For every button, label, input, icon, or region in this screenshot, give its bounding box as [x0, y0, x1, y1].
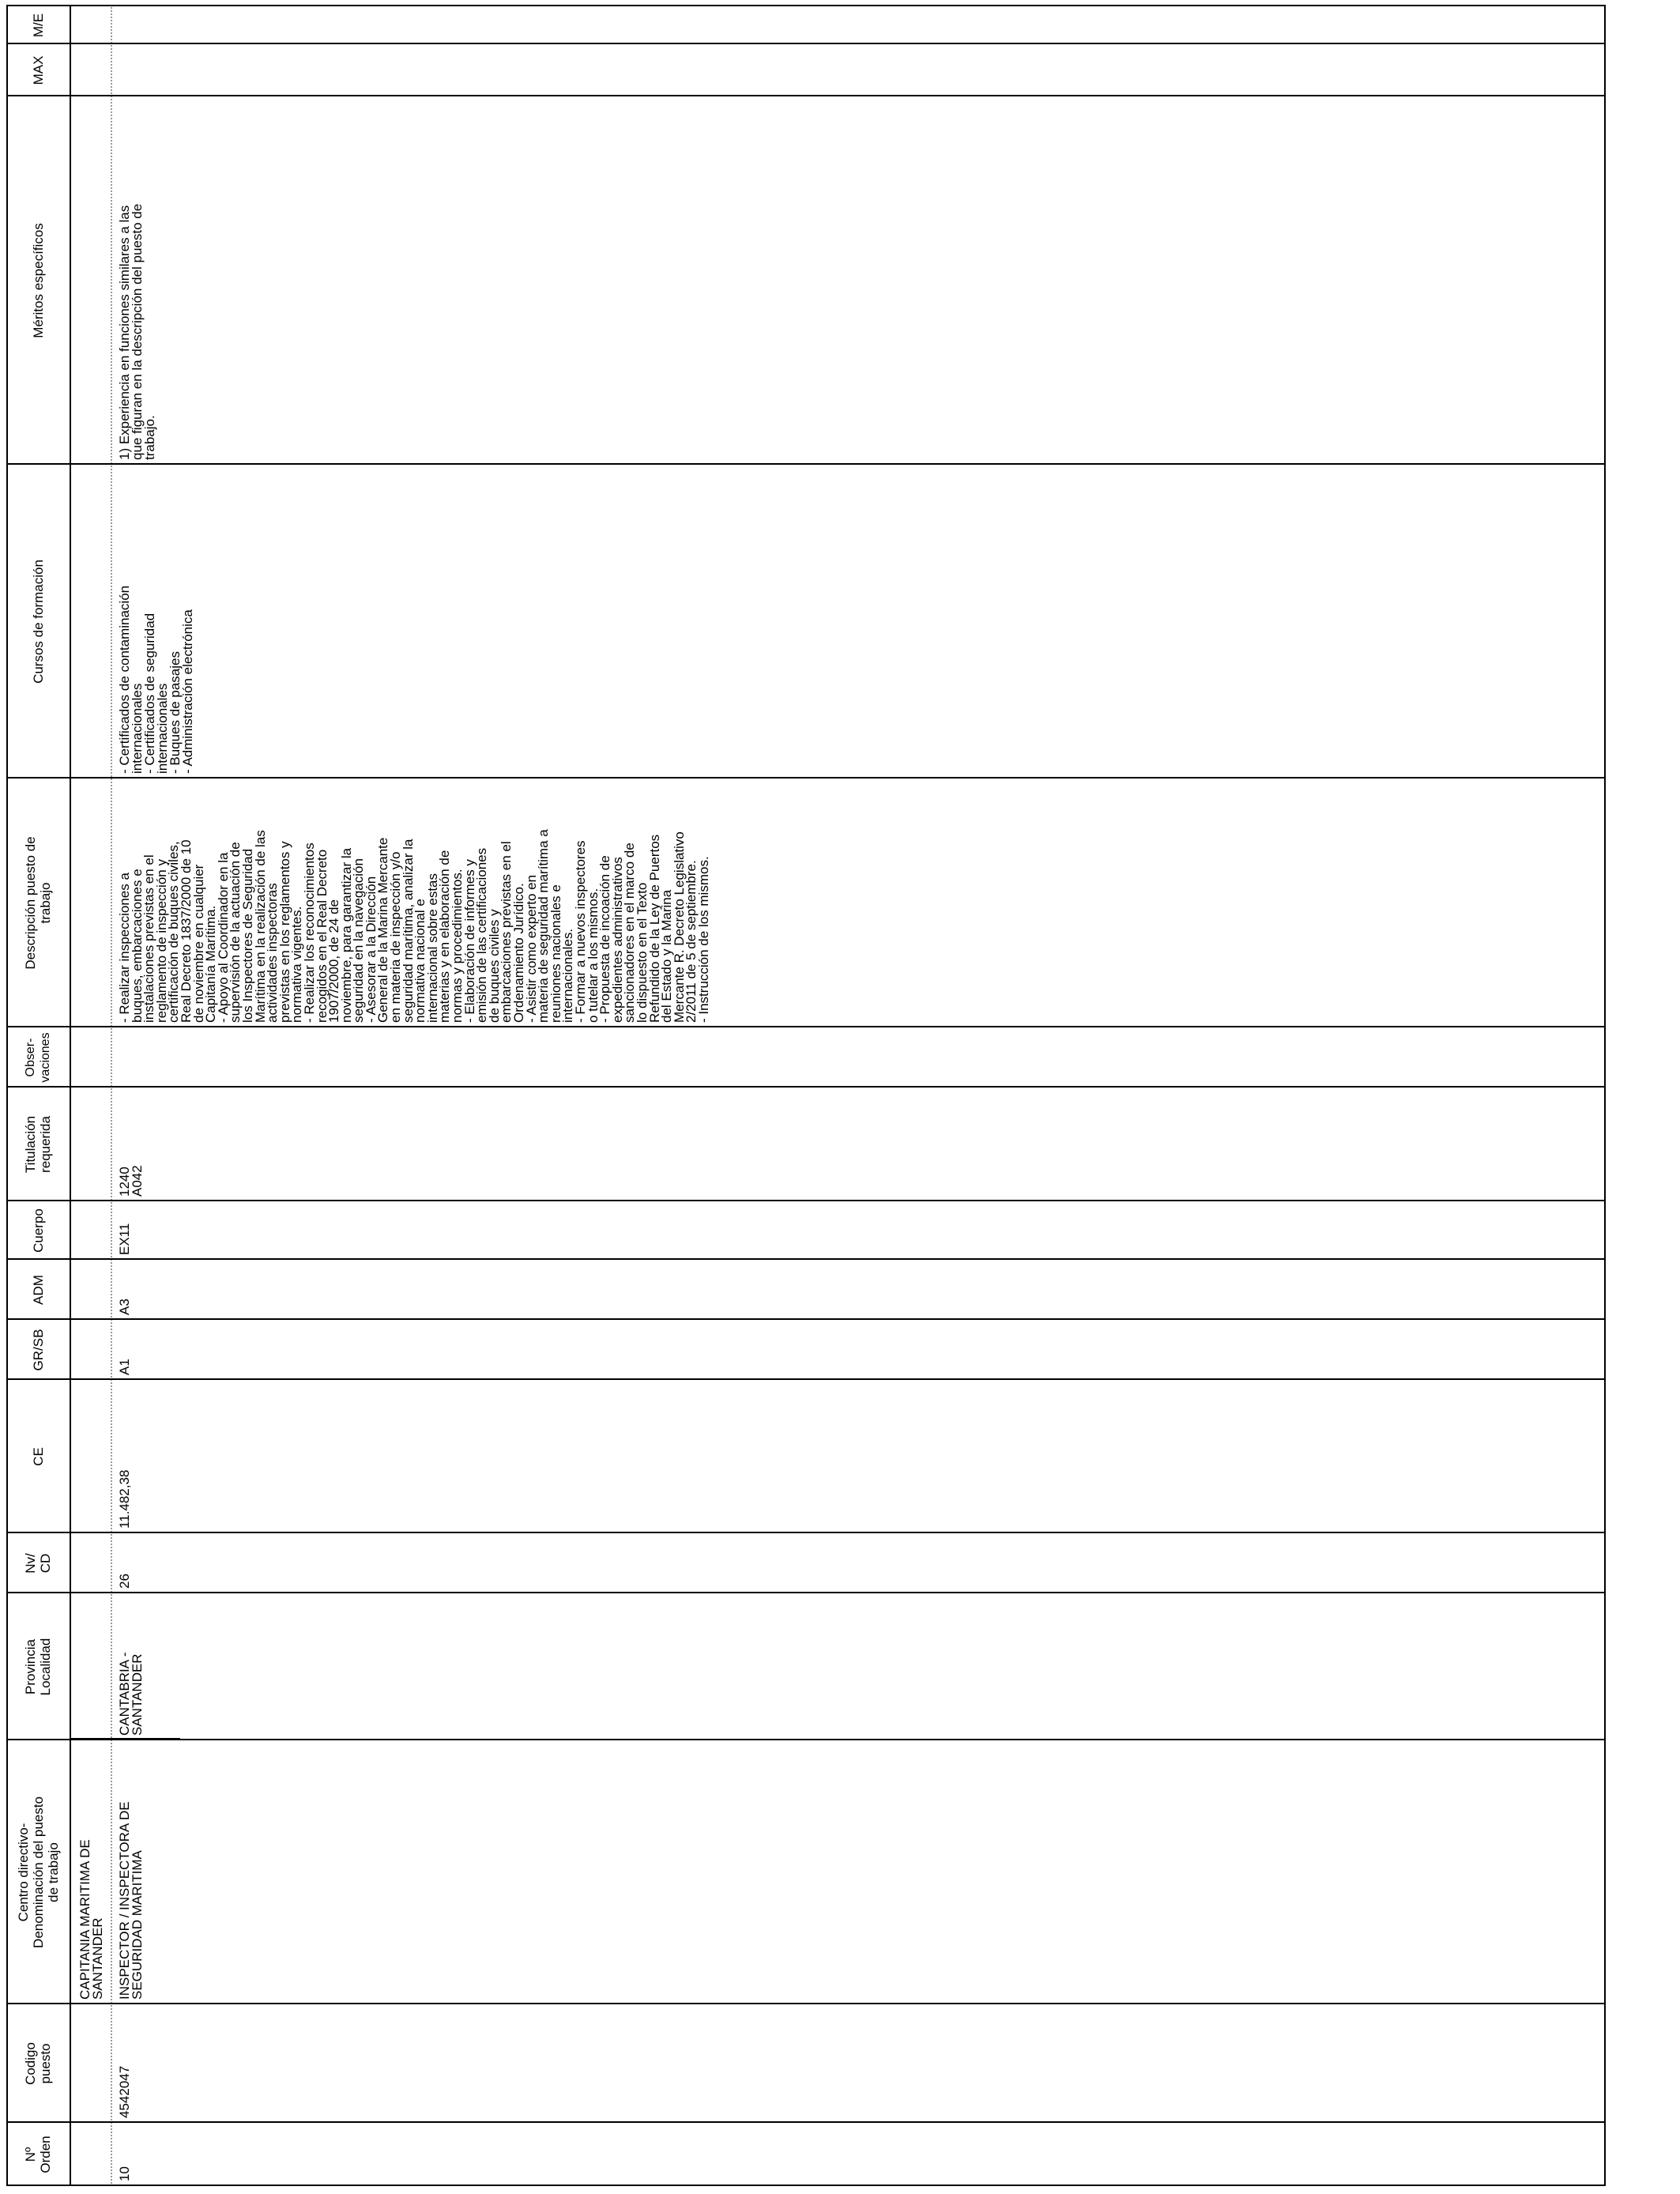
adm-value: A3: [117, 1299, 132, 1315]
table-rule: [6, 2185, 1604, 2186]
header-ce: CE: [30, 1447, 46, 1466]
table-rule: [6, 1026, 1604, 1027]
header-centro: Centro directivo- Denominación del puesto de trabajo: [15, 1796, 61, 1948]
table-rule: [6, 1592, 1604, 1593]
centro-directivo: CAPITANIA MARITIMA DE SANTANDER: [77, 1839, 105, 2000]
table-rule: [6, 2121, 1604, 2123]
header-adm: ADM: [30, 1275, 46, 1305]
table-rule: [6, 95, 1604, 96]
header-meritos: Méritos específicos: [30, 223, 46, 338]
meritos-value: 1) Experiencia en funciones similares a las que figuran en la descripción del puesto de trabajo.: [117, 203, 157, 460]
header-me: M/E: [30, 13, 46, 38]
header-provincia: Provincia Localidad: [23, 1638, 53, 1696]
table-rule: [6, 2003, 1604, 2004]
table-rule: [6, 5, 1604, 6]
group-divider: [111, 5, 112, 2186]
denominacion-value: INSPECTOR / INSPECTORA DE SEGURIDAD MARITIMA: [117, 1801, 145, 2000]
grupo-value: A1: [117, 1359, 132, 1375]
provincia-value: CANTABRIA - SANTANDER: [117, 1652, 145, 1736]
table-rule: [6, 1258, 1604, 1260]
table-rule: [6, 1318, 1604, 1320]
header-codigo: Codigo puesto: [23, 2042, 53, 2085]
table-rule: [6, 43, 1604, 44]
table-rule: [6, 463, 1604, 465]
table-rule: [6, 1532, 1604, 1533]
header-max: MAX: [30, 55, 46, 85]
ce-value: 11.482,38: [117, 1469, 132, 1529]
table-rule: [6, 1739, 1604, 1740]
n-orden-value: 10: [117, 2166, 132, 2181]
table-rule: [70, 1738, 180, 1739]
table-rule: [6, 1200, 1604, 1201]
table-rule: [70, 5, 71, 2186]
cuerpo-value: EX11: [117, 1223, 132, 1255]
titulacion-value: 1240 A042: [117, 1165, 145, 1197]
table-rule: [6, 1378, 1604, 1380]
table-rule: [6, 777, 1604, 778]
cursos-value: - Certificados de contaminación internacionales - Certificados de seguridad internacionales - Buques de pasajes - Administración electrónica: [117, 585, 195, 774]
header-titulacion: Titulación requerida: [23, 1115, 53, 1174]
header-observaciones: Obser- vaciones: [24, 1032, 52, 1083]
header-grupo: GR/SB: [30, 1329, 46, 1371]
nivel-value: 26: [117, 1574, 132, 1589]
header-nivel: Nv/ CD: [23, 1553, 53, 1574]
header-cuerpo: Cuerpo: [30, 1208, 46, 1253]
header-descripcion: Descripción puesto de trabajo: [23, 836, 53, 970]
header-cursos: Cursos de formación: [30, 560, 46, 684]
table-rule: [6, 1086, 1604, 1088]
codigo-value: 4542047: [117, 2065, 132, 2118]
descripcion-value: - Realizar inspecciones a buques, embarcaciones e instalaciones previstas en el reglamento de inspección y certificación de buques civiles, Real Decreto 1837/2000 de 10 de noviembre en cualquier Capitanía Marítima. - Apoyo al Coordinador en la supervisión de la actuación de los Inspectores de Seguridad Marítima en la realización de las actividades inspectoras previstas en los reglamentos y normativa vigentes. - Realizar los reconocimientos recogidos en el Real Decreto 1907/2000, de 24 de noviembre, para garantizar la seguridad en la navegación - Asesorar a la Dirección General de la Marina Mercante en materia de inspección y/o seguridad marítima, analizar la normativa nacional e internacional sobre estas materias y en elaboración de normas y procedimientos. - Elaboración de informes y emisión de las certificaciones de buques civiles y embarcaciones previstas en el Ordenamiento Jurídico. - Asistir como experto en materia de seguridad marítima a reuniones nacionales e internacionales. - Formar a nuevos inspectores o tutelar a los mismos. - Propuesta de incoación de expedientes administrativos sancionadores en el marco de lo dispuesto en el Texto Refundido de la Ley de Puertos del Estado y la Marina Mercante R. Decreto Legislativo 2/2011 de 5 de septiembre. - Instrucción de los mismos.: [117, 829, 711, 1023]
table-rule: [1604, 5, 1606, 2186]
header-n-orden: Nº Orden: [23, 2136, 53, 2173]
